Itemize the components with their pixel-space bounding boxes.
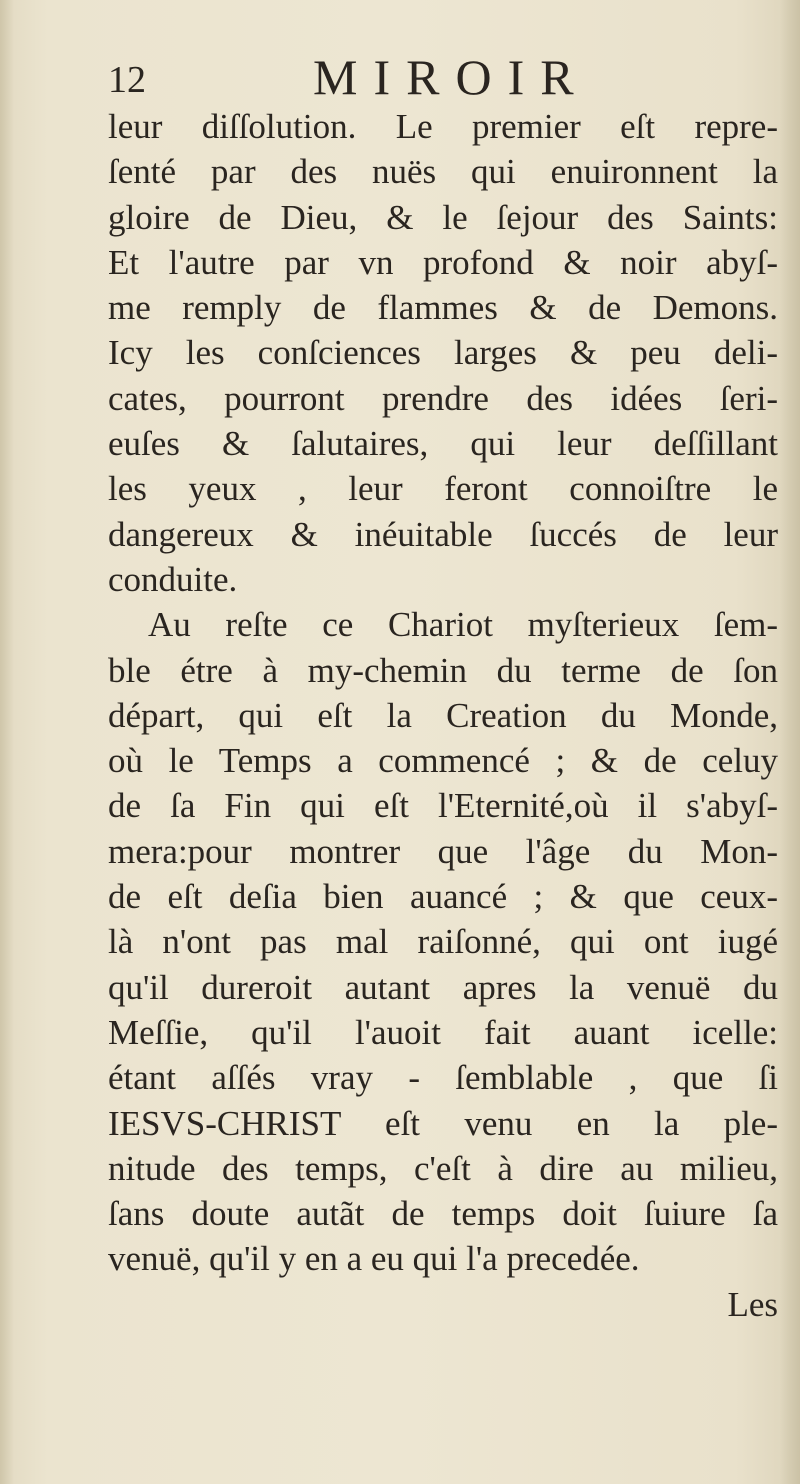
text-line: ble étre à my-chemin du terme de ſon [108, 650, 778, 690]
text-line: étant aſſés vray - ſemblable , que ſi [108, 1058, 778, 1098]
text-line: où le Temps a commencé ; & de celuy [108, 741, 778, 781]
text-line: qu'il dureroit autant apres la venuë du [108, 967, 778, 1007]
text-line: IESVS-CHRIST eſt venu en la ple- [108, 1103, 778, 1143]
text-line: les yeux , leur feront connoiſtre le [108, 469, 778, 509]
text-line: me remply de flammes & de Demons. [108, 288, 778, 328]
text-line: départ, qui eſt la Creation du Monde, [108, 695, 778, 735]
text-line: nitude des temps, c'eſt à dire au milieu, [108, 1148, 778, 1188]
text-line: cates, pourront prendre des idées ſeri- [108, 378, 778, 418]
text-line: mera:pour montrer que l'âge du Mon- [108, 831, 778, 871]
running-title: MIROIR [313, 49, 590, 105]
text-line: de eſt deſia bien auancé ; & que ceux- [108, 877, 778, 917]
paragraph-start-line: Au reſte ce Chariot myſterieux ſem- [148, 605, 778, 645]
text-line: Meſſie, qu'il l'auoit fait auant icelle: [108, 1012, 778, 1052]
text-line: leur diſſolution. Le premier eſt repre- [108, 107, 778, 146]
page-number: 12 [108, 59, 146, 101]
catchword: Les [727, 1284, 778, 1324]
page-header [108, 46, 668, 106]
paragraph-end-line: conduite. [108, 559, 238, 599]
text-line: dangereux & inéuitable ſuccés de leur [108, 514, 778, 554]
text-line: de ſa Fin qui eſt l'Eternité,où il s'abyſ- [108, 786, 778, 826]
text-line: ſenté par des nuës qui enuironnent la [108, 152, 778, 192]
text-line: venuë, qu'il y en a eu qui l'a precedée. [108, 1239, 640, 1279]
text-line: ſans doute autãt de temps doit ſuiure ſa [108, 1194, 778, 1234]
text-line: Icy les conſciences larges & peu deli- [108, 333, 778, 373]
text-line: Et l'autre par vn profond & noir abyſ- [108, 242, 778, 282]
text-line: gloire de Dieu, & le ſejour des Saints: [108, 197, 778, 237]
text-line: euſes & ſalutaires, qui leur deſſillant [108, 424, 778, 464]
text-line: là n'ont pas mal raiſonné, qui ont iugé [108, 922, 778, 962]
body-text [108, 104, 778, 1327]
